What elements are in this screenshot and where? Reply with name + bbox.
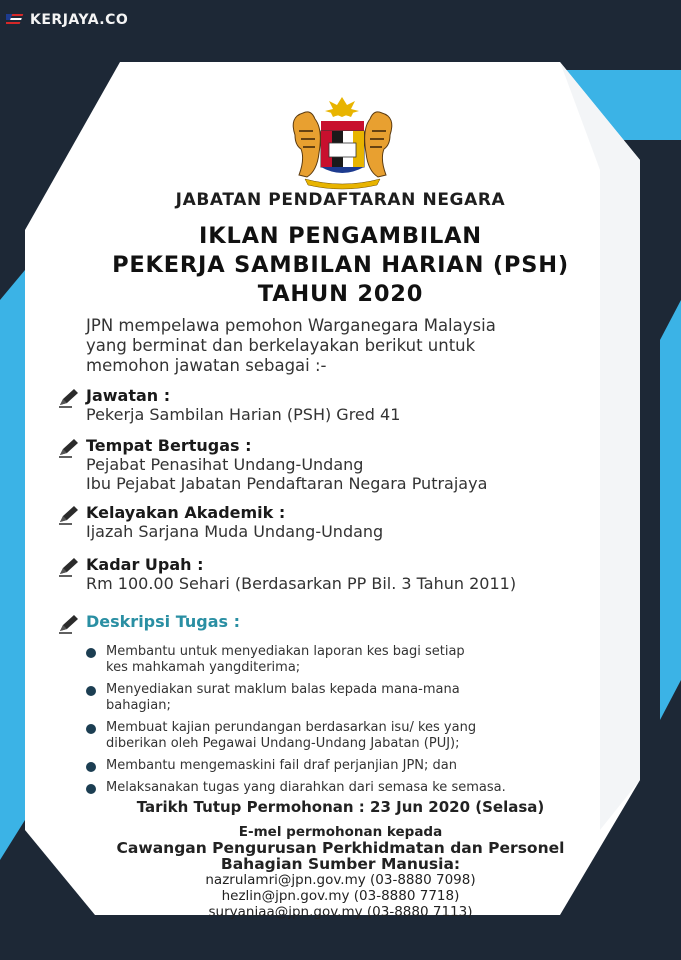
list-item: [86, 644, 566, 676]
bullet-dot-icon: [86, 648, 96, 658]
title-line-2: PEKERJA SAMBILAN HARIAN (PSH): [112, 252, 569, 278]
duty-line: kes mahkamah yangditerima;: [106, 660, 301, 675]
list-item: [86, 780, 566, 796]
email-intro: E-mel permohonan kepada: [238, 824, 443, 840]
section-heading: Kadar Upah :: [86, 555, 204, 574]
section-heading: Jawatan :: [86, 386, 171, 405]
coat-of-arms-icon: [285, 95, 400, 190]
section-text: Ibu Pejabat Jabatan Pendaftaran Negara Putrajaya: [86, 474, 488, 493]
section-heading: Kelayakan Akademik :: [86, 503, 286, 522]
contact-list: [0, 872, 681, 920]
watermark-flag-icon: [6, 12, 26, 28]
pencil-icon: [58, 614, 80, 634]
section-text: Rm 100.00 Sehari (Berdasarkan PP Bil. 3 Tahun 2011): [86, 574, 517, 593]
section-jawatan: [58, 386, 638, 424]
contact-email[interactable]: nazrulamri@jpn.gov.my (03-8880 7098): [205, 872, 476, 888]
title-line-3: TAHUN 2020: [257, 281, 424, 307]
list-item: [86, 758, 566, 774]
bullet-dot-icon: [86, 762, 96, 772]
bullet-dot-icon: [86, 724, 96, 734]
watermark-text: KERJAYA.CO: [30, 12, 129, 28]
pencil-icon: [58, 505, 80, 525]
pencil-icon: [58, 557, 80, 577]
duty-line: Menyediakan surat maklum balas kepada mana-mana: [106, 682, 460, 697]
duty-line: Membuat kajian perundangan berdasarkan isu/ kes yang: [106, 720, 477, 735]
duty-line: Membantu mengemaskini fail draf perjanjian JPN; dan: [106, 758, 457, 773]
pencil-icon: [58, 388, 80, 408]
section-text: Pekerja Sambilan Harian (PSH) Gred 41: [86, 405, 401, 424]
section-kadar-upah: [58, 555, 638, 593]
section-tempat-bertugas: [58, 436, 638, 493]
duty-line: Melaksanakan tugas yang diarahkan dari semasa ke semasa.: [106, 780, 506, 795]
section-deskripsi-tugas: [58, 612, 638, 631]
section-text: Ijazah Sarjana Muda Undang-Undang: [86, 522, 384, 541]
blue-stripe-right: [660, 300, 681, 720]
pencil-icon: [58, 438, 80, 458]
closing-deadline: Tarikh Tutup Permohonan : 23 Jun 2020 (Selasa): [136, 798, 545, 816]
section-heading: Tempat Bertugas :: [86, 436, 252, 455]
intro-paragraph: [86, 316, 606, 376]
list-item: [86, 682, 566, 714]
contact-email[interactable]: hezlin@jpn.gov.my (03-8880 7718): [221, 888, 460, 904]
list-item: [86, 720, 566, 752]
branch-name: Cawangan Pengurusan Perkhidmatan dan Personel: [116, 839, 565, 857]
bullet-dot-icon: [86, 686, 96, 696]
duty-line: bahagian;: [106, 698, 171, 713]
title-line-1: IKLAN PENGAMBILAN: [199, 223, 482, 249]
duty-line: diberikan oleh Pegawai Undang-Undang Jabatan (PUJ);: [106, 736, 460, 751]
organization-name: JABATAN PENDAFTARAN NEGARA: [175, 190, 506, 210]
duty-line: Membantu untuk menyediakan laporan kes bagi setiap: [106, 644, 465, 659]
division-name: Bahagian Sumber Manusia:: [220, 855, 461, 873]
bullet-dot-icon: [86, 784, 96, 794]
contact-email[interactable]: suryaniaa@jpn.gov.my (03-8880 7113): [208, 904, 473, 920]
section-text: Pejabat Penasihat Undang-Undang: [86, 455, 364, 474]
intro-line: yang berminat dan berkelayakan berikut untuk: [86, 336, 476, 355]
intro-line: memohon jawatan sebagai :-: [86, 356, 327, 375]
section-heading: Deskripsi Tugas :: [86, 612, 240, 631]
duties-list: [86, 644, 566, 802]
blue-stripe-left: [0, 270, 25, 860]
watermark: [6, 12, 128, 28]
section-kelayakan-akademik: [58, 503, 638, 541]
intro-line: JPN mempelawa pemohon Warganegara Malaysia: [86, 316, 496, 335]
